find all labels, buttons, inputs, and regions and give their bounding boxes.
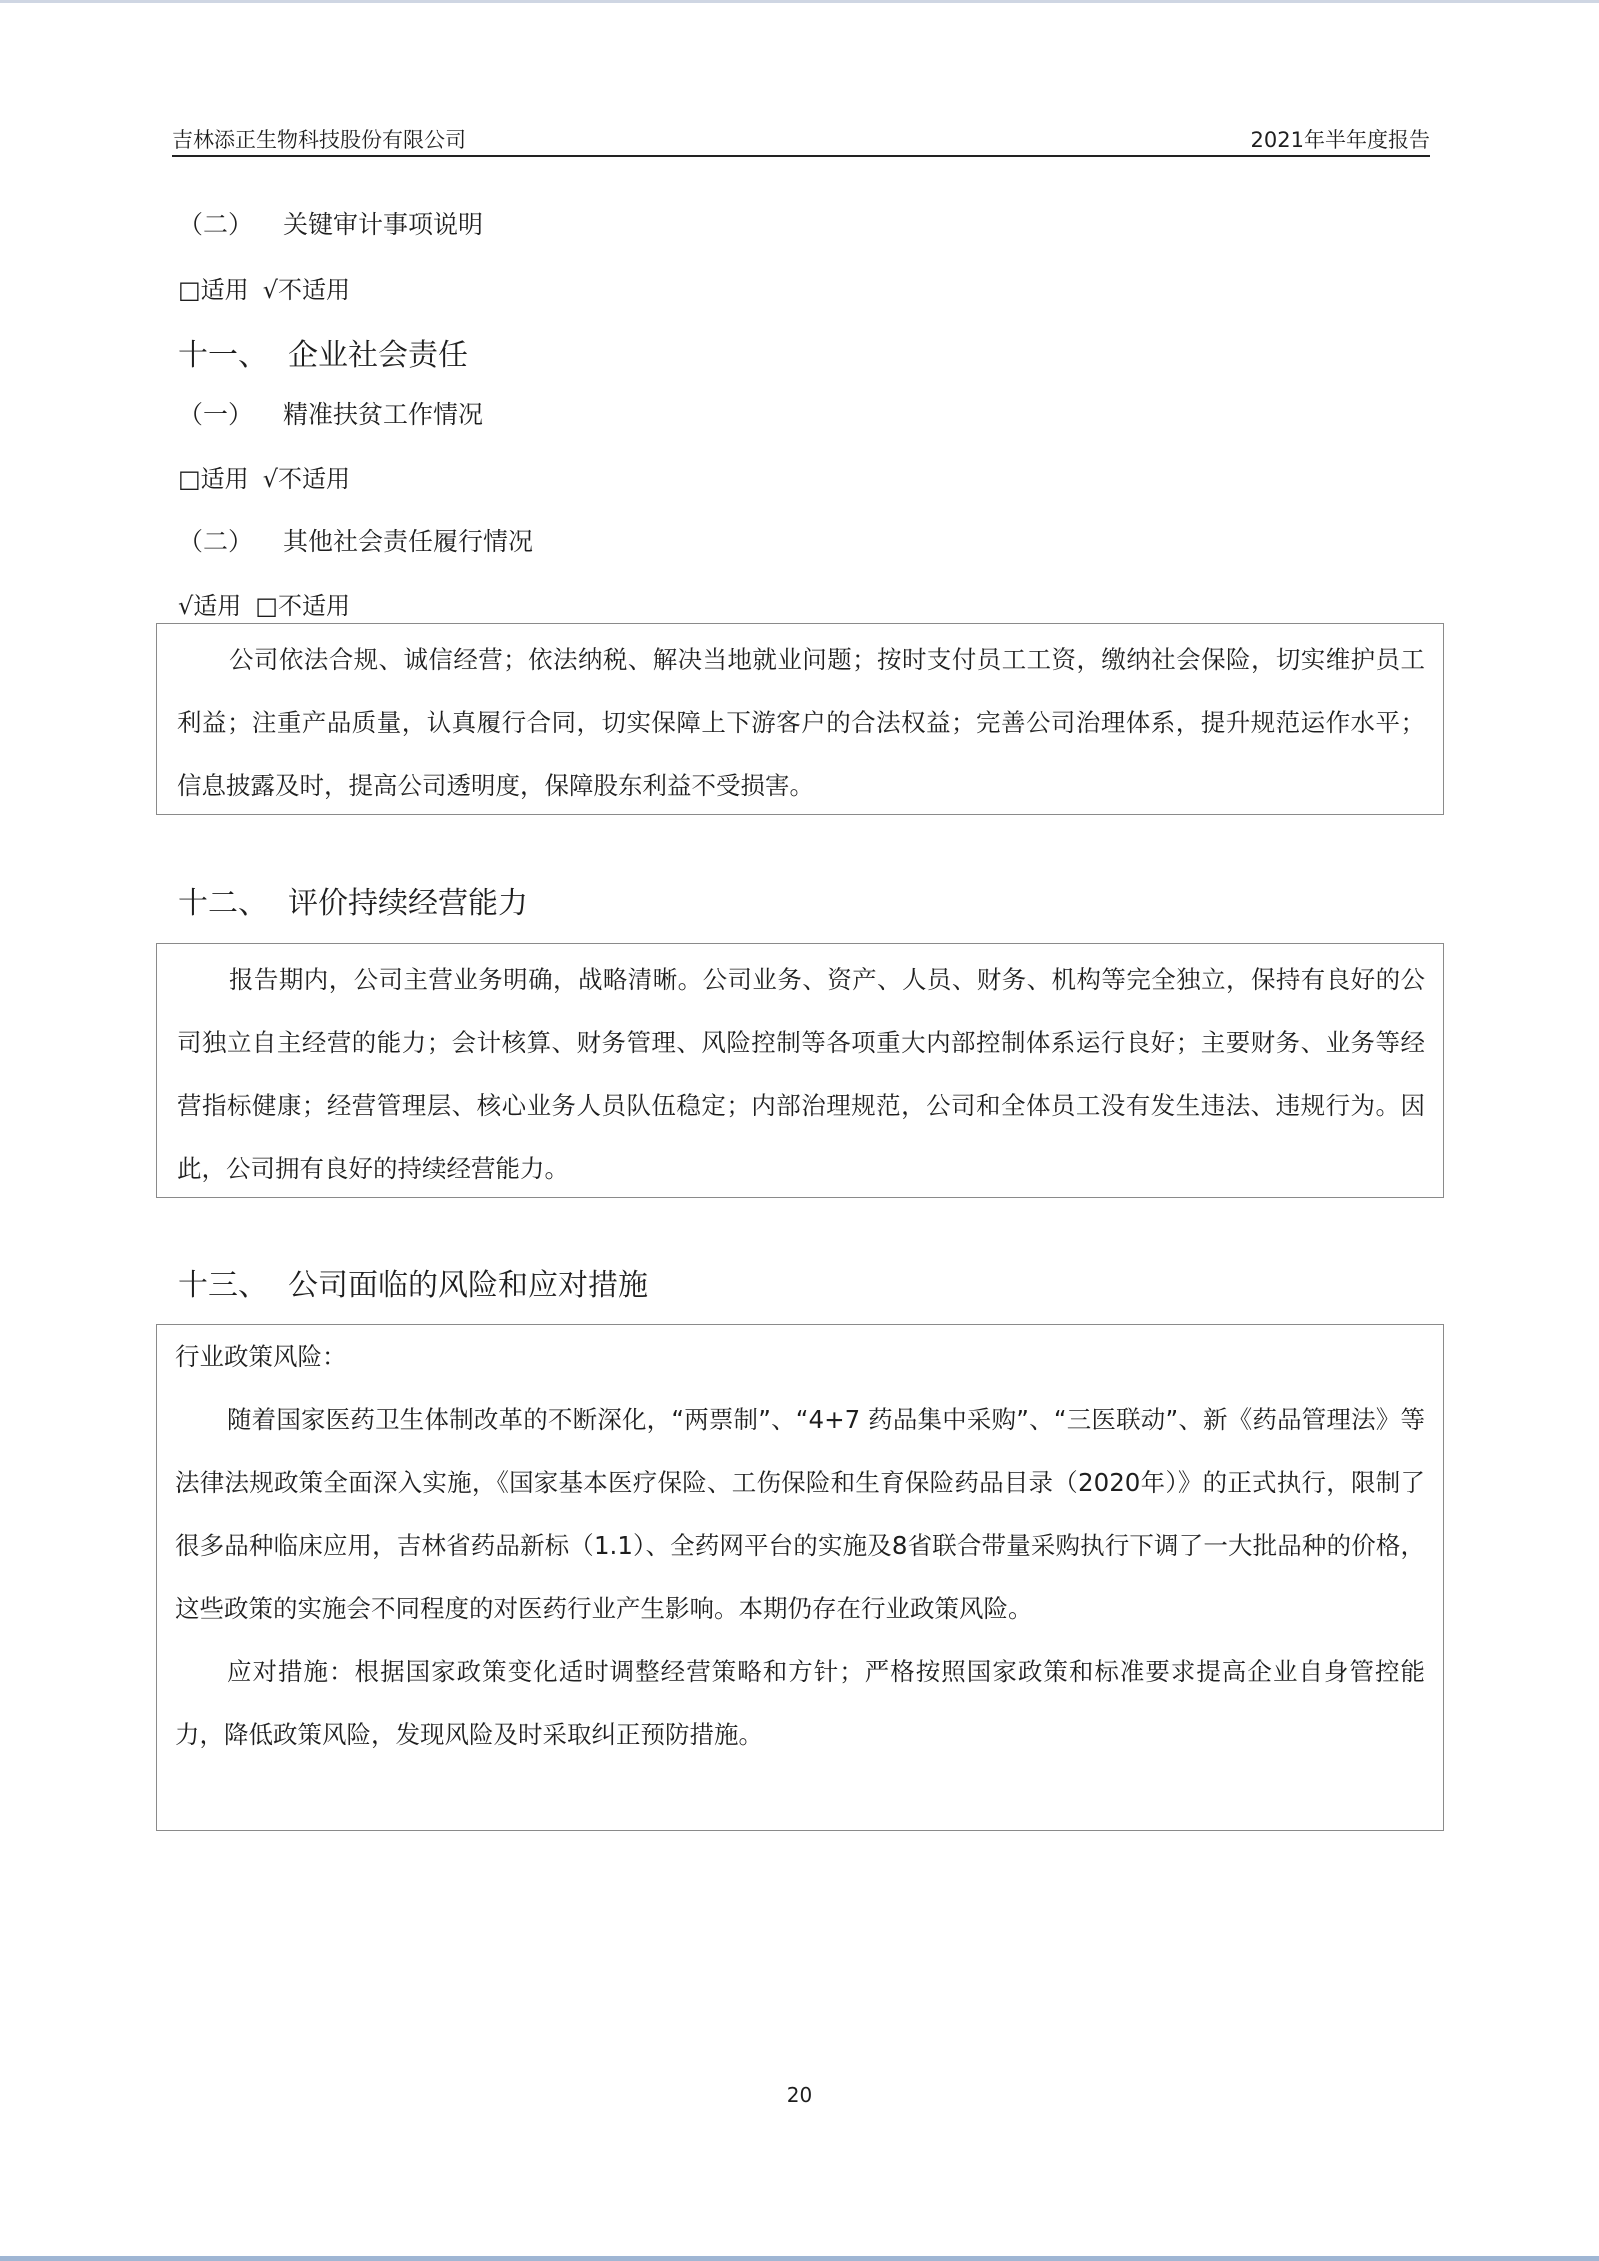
header-divider (172, 155, 1430, 157)
not-applicable-option: √不适用 (262, 465, 350, 493)
poverty-applicability (178, 459, 364, 494)
header-company-name: 吉林添正生物科技股份有限公司 (172, 128, 466, 152)
scan-edge-top (0, 0, 1599, 3)
page-number: 20 (786, 2083, 813, 2107)
risks-box (156, 1324, 1444, 1831)
going-concern-title: 评价持续经营能力 (288, 886, 528, 921)
scan-edge-bottom (0, 2256, 1599, 2261)
risks-number: 十三、 (178, 1268, 268, 1303)
going-concern-box (156, 943, 1444, 1198)
risk-paragraph: 随着国家医药卫生体制改革的不断深化，“两票制”、“4+7 药品集中采购”、“三医联动”、新《药品管理法》等法律法规政策全面深入实施，《国家基本医疗保险、工伤保险和生育保险药品目录（2020年）》的正式执行，限制了很多品种临床应用，吉林省药品新标（1.1）、全药网平台的实施及8省联合带量采购执行下调了一大批品种的价格，这些政策的实施会不同程度的对医药行业产生影响。本期仍存在行业政策风险。 (175, 1405, 1425, 1623)
audit-matters-applicability (178, 270, 364, 305)
audit-matters-title: 关键审计事项说明 (283, 210, 484, 239)
not-applicable-option: □不适用 (255, 592, 350, 620)
other-responsibility-title: 其他社会责任履行情况 (283, 527, 534, 556)
measures-paragraph: 应对措施：根据国家政策变化适时调整经营策略和方针；严格按照国家政策和标准要求提高企业自身管控能力，降低政策风险，发现风险及时采取纠正预防措施。 (175, 1657, 1425, 1749)
social-responsibility-title: 企业社会责任 (288, 338, 468, 373)
applicable-option: √适用 (178, 592, 242, 620)
social-responsibility-box (156, 623, 1444, 815)
social-responsibility-number: 十一、 (178, 338, 268, 373)
social-responsibility-paragraph: 公司依法合规、诚信经营；依法纳税、解决当地就业问题；按时支付员工工资，缴纳社会保险，切实维护员工利益；注重产品质量，认真履行合同，切实保障上下游客户的合法权益；完善公司治理体系，提升规范运作水平；信息披露及时，提高公司透明度，保障股东利益不受损害。 (177, 645, 1425, 800)
social-responsibility-heading (178, 330, 468, 374)
not-applicable-option: √不适用 (262, 276, 350, 304)
going-concern-paragraph: 报告期内，公司主营业务明确，战略清晰。公司业务、资产、人员、财务、机构等完全独立，保持有良好的公司独立自主经营的能力；会计核算、财务管理、风险控制等各项重大内部控制体系运行良好；主要财务、业务等经营指标健康；经营管理层、核心业务人员队伍稳定；内部治理规范，公司和全体员工没有发生违法、违规行为。因此，公司拥有良好的持续经营能力。 (177, 965, 1425, 1183)
page-header (172, 118, 1430, 158)
risk-label: 行业政策风险： (175, 1342, 347, 1371)
applicable-option: □适用 (178, 465, 249, 493)
audit-matters-heading (178, 205, 483, 241)
other-responsibility-heading (178, 522, 533, 558)
poverty-number: （一） (178, 400, 254, 429)
poverty-heading (178, 395, 483, 431)
poverty-title: 精准扶贫工作情况 (283, 400, 484, 429)
header-report-title: 2021年半年度报告 (1250, 128, 1430, 152)
going-concern-number: 十二、 (178, 886, 268, 921)
audit-matters-number: （二） (178, 210, 254, 239)
risks-heading (178, 1260, 648, 1304)
going-concern-heading (178, 878, 528, 922)
risks-title: 公司面临的风险和应对措施 (288, 1268, 648, 1303)
other-responsibility-applicability (178, 586, 364, 621)
other-responsibility-number: （二） (178, 527, 254, 556)
applicable-option: □适用 (178, 276, 249, 304)
